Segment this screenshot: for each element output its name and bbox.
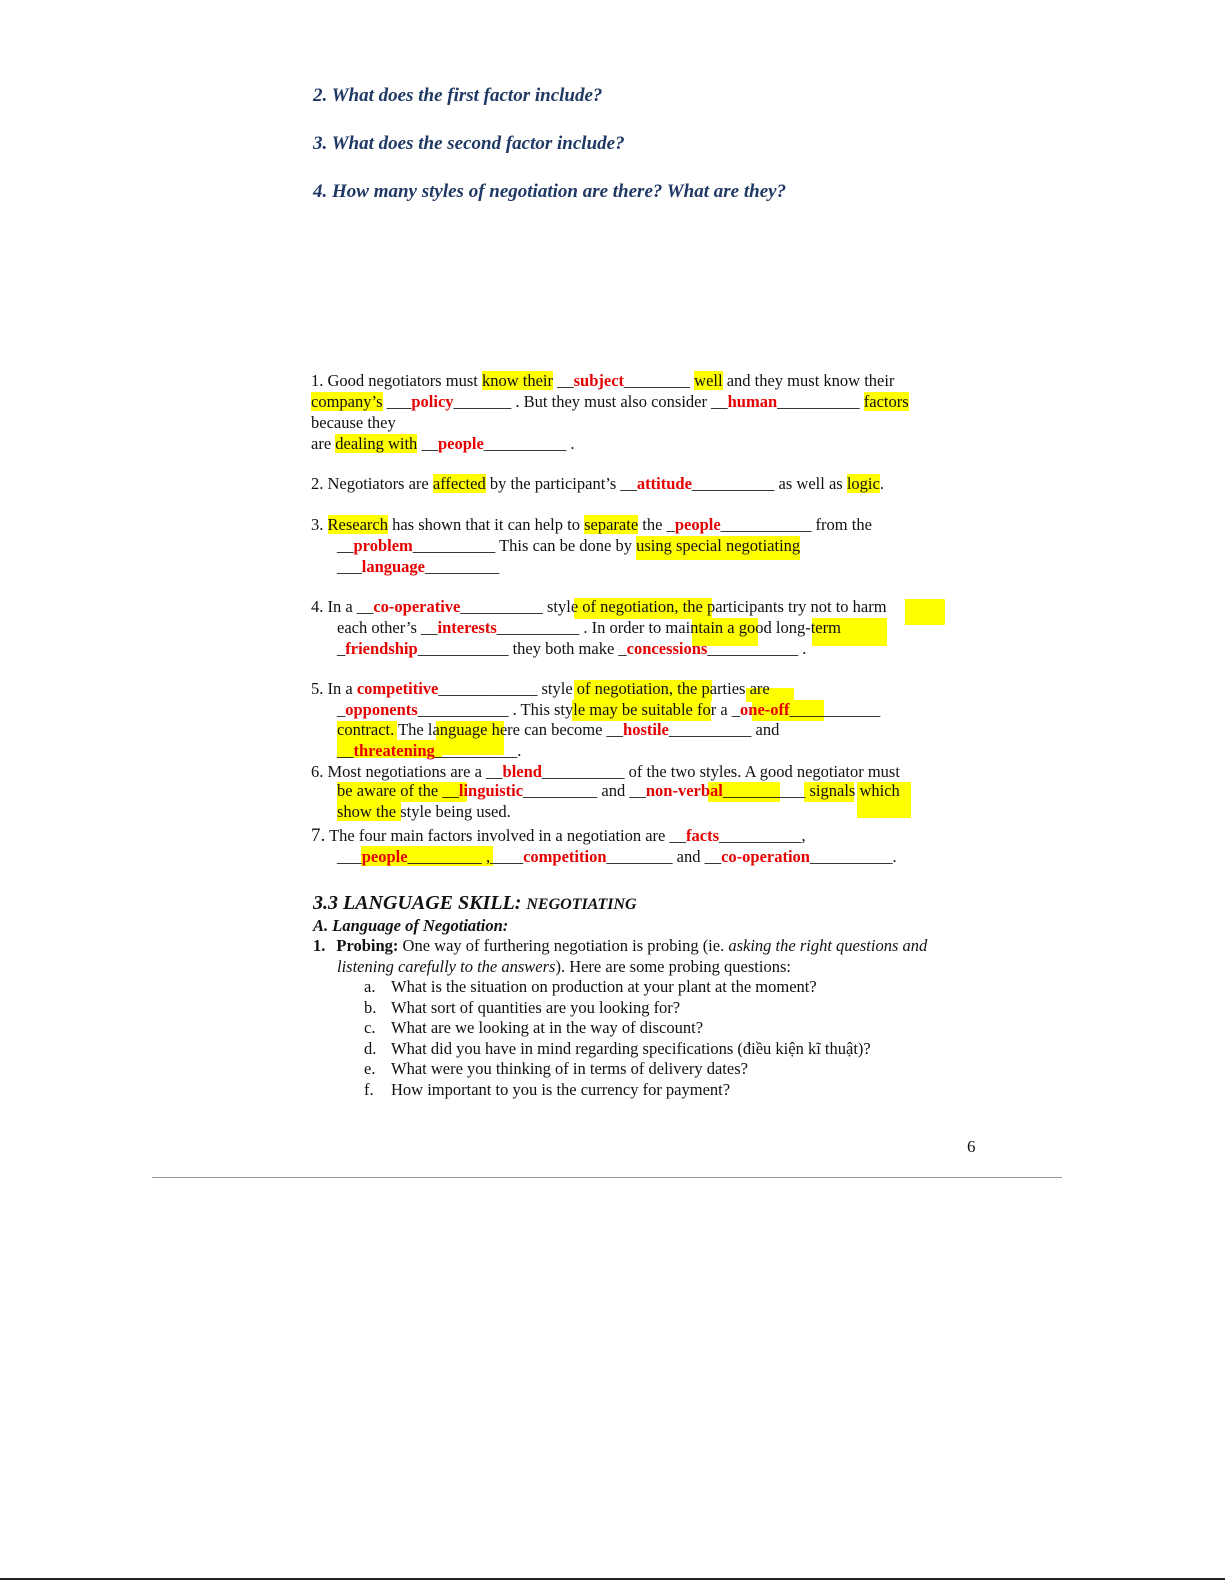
list-item: a. What is the situation on production at your plant at the moment? xyxy=(364,977,817,996)
answer-5-line-1: 5. In a competitive____________ style of negotiation, the parties are xyxy=(311,679,770,698)
page-divider xyxy=(152,1177,1062,1178)
answer-1-line-4: are dealing with __people__________ . xyxy=(311,434,575,453)
question-3: 3. What does the second factor include? xyxy=(313,133,625,154)
probing-questions-list xyxy=(364,977,871,1101)
list-item: f. How important to you is the currency for payment? xyxy=(364,1079,731,1099)
answer-1-line-2: company’s ___policy_______ . But they must also consider __human__________ factors xyxy=(311,392,909,411)
answer-7-line-2: ___people_________ ,____competition________ and __co-operation__________. xyxy=(337,847,897,866)
subsection-heading: A. Language of Negotiation: xyxy=(313,916,509,935)
answer-1-line-3: because they xyxy=(311,413,396,432)
list-item: d. What did you have in mind regarding specifications (điều kiện kĩ thuật)? xyxy=(364,1038,871,1058)
answer-6-line-2: be aware of the __linguistic_________ and __non-verbal__________ signals which xyxy=(337,781,900,800)
list-item: c. What are we looking at in the way of discount? xyxy=(364,1018,704,1038)
probing-paragraph-line-2: listening carefully to the answers). Here are some probing questions: xyxy=(337,957,791,976)
answer-5-line-4: __threatening__________. xyxy=(337,741,522,760)
answer-3-line-2: __problem__________ This can be done by using special negotiating xyxy=(337,535,800,556)
section-heading: 3.3 LANGUAGE SKILL: NEGOTIATING xyxy=(313,892,637,914)
probing-paragraph-line-1: 1. Probing: One way of furthering negotiation is probing (ie. asking the right questions and xyxy=(313,936,928,955)
page-number: 6 xyxy=(967,1137,976,1156)
answer-4-line-3: _friendship___________ they both make _concessions___________ . xyxy=(337,639,807,658)
answer-3-line-1: 3. Research has shown that it can help to separate the _people___________ from the xyxy=(311,515,872,534)
answer-4-line-2: each other’s __interests__________ . In order to maintain a good long-term xyxy=(337,618,841,637)
answer-1-line-1: 1. Good negotiators must know their __subject________ well and they must know their xyxy=(311,371,895,390)
answer-2: 2. Negotiators are affected by the participant’s __attitude__________ as well as logic. xyxy=(311,474,884,493)
question-2: 2. What does the first factor include? xyxy=(313,85,603,106)
question-4: 4. How many styles of negotiation are there? What are they? xyxy=(313,181,787,202)
bottom-border xyxy=(0,1578,1225,1580)
answer-5-line-3: contract. The language here can become __hostile__________ and xyxy=(337,720,780,739)
list-item: b. What sort of quantities are you looking for? xyxy=(364,997,681,1017)
answer-4-line-1: 4. In a __co-operative__________ style of negotiation, the participants try not to harm xyxy=(311,597,887,616)
answer-6-line-1: 6. Most negotiations are a __blend__________ of the two styles. A good negotiator must xyxy=(311,762,900,781)
answer-3-line-3: ___language_________ xyxy=(337,557,500,576)
answer-7-line-1: 7. The four main factors involved in a negotiation are __facts__________, xyxy=(311,825,806,846)
answer-5-line-2: _opponents___________ . This style may be suitable for a _one-off___________ xyxy=(337,700,881,719)
highlight-block xyxy=(905,599,945,625)
list-item: e. What were you thinking of in terms of delivery dates? xyxy=(364,1059,748,1079)
answer-6-line-3: show the style being used. xyxy=(337,802,511,821)
